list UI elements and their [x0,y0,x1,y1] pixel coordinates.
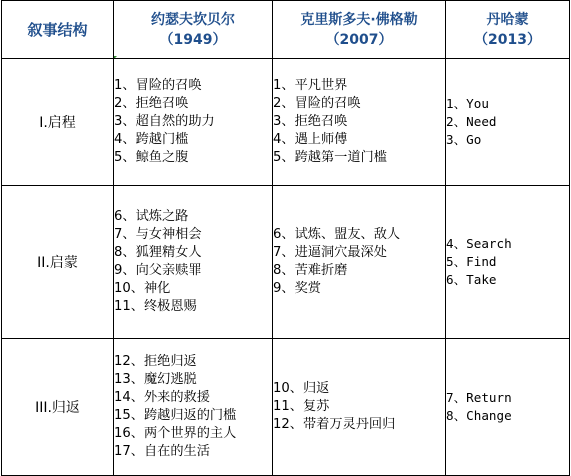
list-item: 6、试炼、盟友、敌人 [273,227,401,242]
list-item: 7、进逼洞穴最深处 [273,245,387,260]
stage-cell: I.启程 [2,59,114,186]
list-item: 7、与女神相会 [114,227,202,242]
header-harmon [446,1,570,59]
list-item: 15、跨越归返的门槛 [114,408,237,423]
campbell-cell [114,186,273,339]
header-structure [2,1,114,59]
list-item: 17、自在的生活 [114,444,210,459]
header-vogler-year: （2007） [325,31,393,48]
campbell-cell [114,59,273,186]
list-item: 5、跨越第一道门槛 [273,150,387,165]
list-item: 10、归返 [273,381,330,396]
header-campbell-year: （1949） [159,31,227,48]
campbell-cell [114,339,273,476]
harmon-cell [446,186,570,339]
list-item: 1、冒险的召唤 [114,78,202,93]
vogler-cell [273,339,446,476]
list-item: 8、狐狸精女人 [114,245,202,260]
list-item: 8、苦难折磨 [273,263,348,278]
header-vogler-name: 克里斯多夫·佛格勒 [300,11,418,28]
list-item: 13、魔幻逃脱 [114,372,197,387]
list-item: 8、Change [446,408,512,423]
header-campbell [114,1,273,59]
list-item: 5、Find [446,254,497,269]
list-item: 4、Search [446,236,512,251]
vogler-cell [273,59,446,186]
harmon-cell [446,59,570,186]
header-harmon-year: （2013） [474,31,541,48]
header-row [2,1,570,59]
row-departure [2,59,570,186]
header-structure-label: 叙事结构 [27,20,88,39]
header-vogler [273,1,446,59]
list-item: 11、复苏 [273,399,330,414]
list-item: 5、鲸鱼之腹 [114,150,189,165]
list-item: 9、奖赏 [273,281,321,296]
stage-cell: III.归返 [2,339,114,476]
vogler-cell [273,186,446,339]
header-campbell-name: 约瑟夫坎贝尔 [151,11,235,28]
list-item: 3、超自然的助力 [114,114,215,129]
list-item: 4、遇上师傅 [273,132,348,147]
list-item: 16、两个世界的主人 [114,426,237,441]
list-item: 2、拒绝召唤 [114,96,189,111]
list-item: 6、试炼之路 [114,209,189,224]
list-item: 1、平凡世界 [273,78,348,93]
list-item: 1、You [446,96,489,111]
list-item: 9、向父亲赎罪 [114,263,202,278]
list-item: 7、Return [446,390,512,405]
header-harmon-name: 丹哈蒙 [486,11,529,28]
list-item: 6、Take [446,272,497,287]
list-item: 3、Go [446,132,482,147]
stage-cell: II.启蒙 [2,186,114,339]
list-item: 10、神化 [114,281,171,296]
row-initiation [2,186,570,339]
list-item: 12、带着万灵丹回归 [273,417,396,432]
list-item: 2、冒险的召唤 [273,96,361,111]
list-item: 2、Need [446,114,497,129]
list-item: 12、拒绝归返 [114,354,197,369]
row-return [2,339,570,476]
list-item: 4、跨越门槛 [114,132,189,147]
list-item: 3、拒绝召唤 [273,114,348,129]
list-item: 11、终极恩赐 [114,299,197,314]
harmon-cell [446,339,570,476]
list-item: 14、外来的救援 [114,390,210,405]
narrative-structure-table [1,0,570,476]
